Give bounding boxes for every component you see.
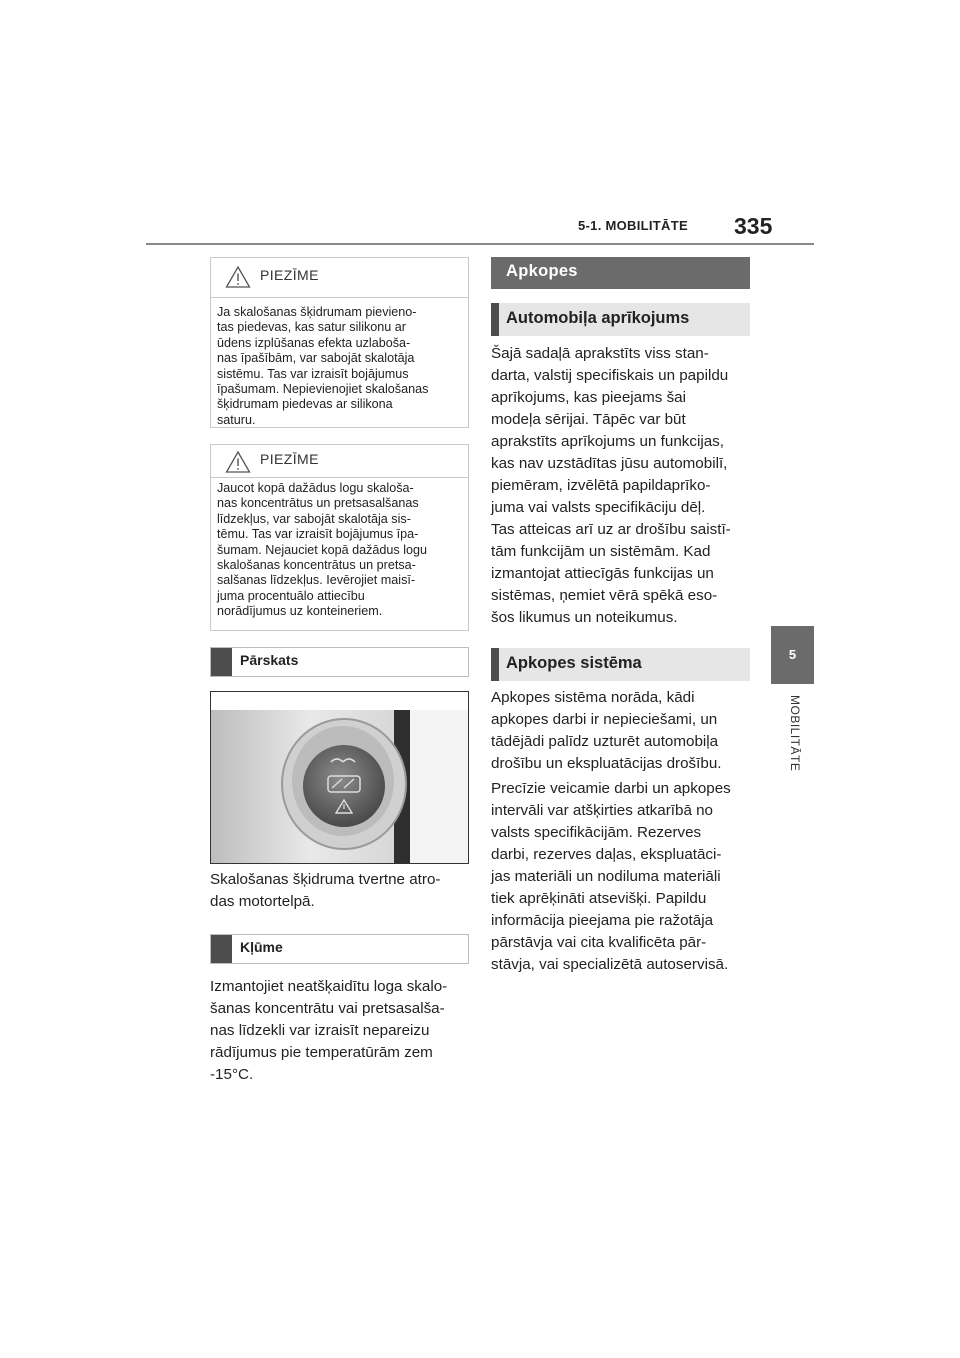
section-heading-text: Apkopes [506, 262, 578, 280]
note-box-silicone [210, 257, 469, 428]
subheading-text: Apkopes sistēma [506, 654, 642, 672]
note-body: Ja skalošanas šķidrumam pievieno- tas piedevas, kas satur silikonu ar ūdens izplūšanas efekta uzlaboša- nas īpašībām, var sabojāt skalotāja sistēmu. Tas var izraisīt bojājumus īpašumam. Nepievienojiet skalošanas šķidrumam piedevas ar silikona saturu. [217, 305, 429, 427]
section-heading-error [210, 934, 469, 964]
chapter-tab-label: MOBILITĀTE [788, 695, 802, 772]
washer-reservoir-photo [210, 691, 469, 864]
service-system-paragraph: Apkopes sistēma norāda, kādi apkopes darbi ir nepieciešami, un tādējādi palīdz uzturēt automobiļa drošību un ekspluatācijas drošību. [491, 689, 722, 772]
page-number: 335 [734, 213, 773, 239]
warning-triangle-icon [225, 450, 251, 474]
subheading-text: Automobiļa aprīkojums [506, 309, 690, 327]
heading-bar [491, 303, 499, 336]
section-heading-maintenance [491, 257, 750, 289]
subheading-service-system [491, 648, 750, 681]
section-heading-text: Pārskats [240, 652, 299, 668]
note-body: Jaucot kopā dažādus logu skaloša- nas koncentrātus un pretsasalšanas līdzekļus, var sabojāt skalotāja sis- tēmu. Tas var izraisīt bojājumus īpa- šumam. Nejauciet kopā dažādus logu skalošanas koncentrātus un pretsa- salšanas līdzekļus. Ievērojiet maisī- juma procentuālo attiecību norādījumus uz konteineriem. [217, 481, 428, 619]
service-intervals-paragraph: Precīzie veicamie darbi un apkopes intervāli var atšķirties atkarībā no valsts specifikācijām. Rezerves darbi, rezerves daļas, ekspluatāci- jas materiāli un nodiluma materiāli tiek aprēķināti atsevišķi. Papildu informācija pieejama pie ražotāja pārstāvja vai cita kvalificēta pār- stāvja, vai specializētā autoservisā. [491, 780, 731, 973]
note-title: PIEZĪME [260, 267, 319, 283]
note-title: PIEZĪME [260, 451, 319, 467]
section-heading-overview [210, 647, 469, 677]
photo-caption: Skalošanas šķidruma tvertne atro- das motortelpā. [210, 871, 441, 910]
equipment-paragraph: Šajā sadaļā aprakstīts viss stan- darta, valstij specifiskais un papildu aprīkojums, kas pieejams šai modeļa sērijai. Tāpēc var būt aprakstīts aprīkojums un funkcijas, kas nav uzstādītas jūsu automobilī, piemēram, izvēlētā papildaprīko- juma vai valsts specifikāciju dēļ. Tas atteicas arī uz ar drošību saistī- tām funkcijām un sistēmām. Kad izmantojat attiecīgās funkcijas un sistēmas, ņemiet vērā spēkā eso- šos likumus un noteikumus. [491, 345, 731, 626]
heading-bar [211, 648, 232, 676]
warning-triangle-icon [225, 265, 251, 289]
error-paragraph: Izmantojiet neatšķaidītu loga skalo- šanas koncentrātu vai pretsasalša- nas līdzekli var izraisīt nepareizu rādījumus pie temperatūrām zem -15°C. [210, 978, 448, 1083]
running-header-section: 5-1. MOBILITĀTE [578, 218, 688, 233]
subheading-vehicle-equipment [491, 303, 750, 336]
note-box-mixing [210, 444, 469, 631]
header-rule [146, 243, 814, 245]
heading-bar [211, 935, 232, 963]
note-header [211, 258, 468, 298]
section-heading-text: Kļūme [240, 939, 283, 955]
heading-bar [491, 648, 499, 681]
chapter-tab: 5 [771, 626, 814, 684]
note-header [211, 445, 468, 478]
washer-cap-illustration [211, 692, 469, 864]
